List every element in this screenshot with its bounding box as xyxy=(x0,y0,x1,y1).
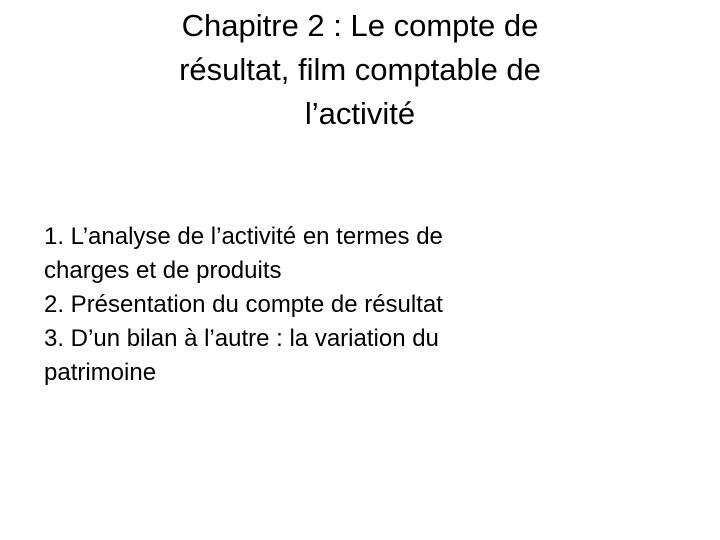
slide-title-line: l’activité xyxy=(304,96,416,131)
outline-item-text: 1. L’analyse de l’activité en termes de xyxy=(44,223,443,250)
outline-item-text: 3. D’un bilan à l’autre : la variation du xyxy=(44,325,439,352)
slide-title-line: Chapitre 2 : Le compte de xyxy=(181,8,539,43)
outline-list xyxy=(44,220,674,390)
outline-item xyxy=(44,322,674,390)
slide-title xyxy=(60,4,660,136)
outline-item-text: patrimoine xyxy=(44,359,157,386)
outline-item-text: charges et de produits xyxy=(44,257,282,284)
outline-item xyxy=(44,220,674,288)
outline-item xyxy=(44,288,674,322)
outline-item-text: 2. Présentation du compte de résultat xyxy=(44,291,443,318)
slide-title-line: résultat, film comptable de xyxy=(179,52,541,87)
